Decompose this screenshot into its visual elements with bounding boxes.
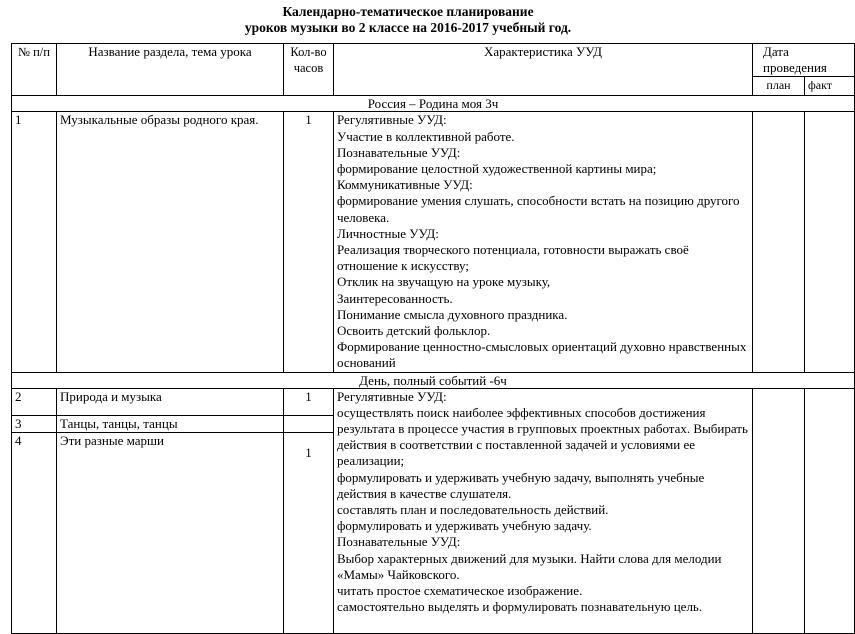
row-hours: 1: [284, 112, 334, 372]
row-num: 3: [12, 415, 57, 432]
uud-line: Понимание смысла духовного праздника.: [337, 306, 568, 322]
row-name: Природа и музыка: [57, 388, 284, 415]
uud-line: читать простое схематическое изображение.: [337, 583, 583, 599]
row-num: 2: [12, 388, 57, 415]
header-date: Дата проведения: [753, 44, 855, 77]
row-name: Музыкальные образы родного края.: [57, 112, 284, 372]
row-num: 4: [12, 432, 57, 633]
header-plan: план: [753, 77, 805, 96]
row-fact: [805, 112, 855, 372]
uud-line: Коммуникативные УУД:: [337, 177, 473, 193]
row-num: 1: [12, 112, 57, 372]
uud-line: Регулятивные УУД:: [337, 388, 447, 404]
document-title: [0, 4, 816, 36]
uud-line: Регулятивные УУД:: [337, 112, 447, 128]
header-name: Название раздела, тема урока: [57, 44, 284, 96]
uud-line: Познавательные УУД:: [337, 144, 461, 160]
section-title: День, полный событий -6ч: [12, 372, 855, 388]
row-hours: [284, 415, 334, 432]
header-uud: Характеристика УУД: [334, 44, 753, 96]
planning-table: [11, 43, 855, 634]
header-fact: факт: [805, 77, 855, 96]
uud-line: Познавательные УУД:: [337, 534, 461, 550]
uud-line: составлять план и последовательность действий.: [337, 502, 609, 518]
row-uud: [334, 112, 753, 372]
section-row: [12, 372, 855, 388]
uud-line: Участие в коллективной работе.: [337, 128, 515, 144]
row-hours: 1: [284, 388, 334, 415]
row-fact: [805, 388, 855, 633]
row-uud: [334, 388, 753, 633]
table-row: [12, 388, 855, 415]
uud-line: формулировать и удерживать учебную задачу.: [337, 518, 592, 534]
uud-line: Формирование ценностно-смысловых ориентаций духовно нравственных оснований: [337, 339, 747, 371]
uud-line: Заинтересованность.: [337, 290, 453, 306]
row-name: Танцы, танцы, танцы: [57, 415, 284, 432]
uud-line: осуществлять поиск наиболее эффективных способов достижения результата в процессе участия в групповых проектных работах. Выбирать действия в соответствии с поставленной задачей и условиями ее реализации;: [337, 404, 748, 469]
section-row: [12, 96, 855, 112]
uud-line: формирование умения слушать, способности встать на позицию другого человека.: [337, 193, 740, 225]
uud-line: самостоятельно выделять и формулировать познавательную цель.: [337, 599, 703, 615]
uud-line: Отклик на звучащую на уроке музыку,: [337, 274, 551, 290]
uud-line: Выбор характерных движений для музыки. Найти слова для мелодии «Мамы» Чайковского.: [337, 550, 722, 582]
row-name: Эти разные марши: [57, 432, 284, 633]
table-row: [12, 112, 855, 372]
header-num: № п/п: [12, 44, 57, 96]
uud-line: формулировать и удерживать учебную задачу, выполнять учебные действия в качестве слушателя.: [337, 469, 705, 501]
header-row: [12, 44, 855, 77]
row-plan: [753, 388, 805, 633]
uud-line: Личностные УУД:: [337, 225, 439, 241]
uud-line: формирование целостной художественной картины мира;: [337, 161, 657, 177]
title-line-1: Календарно-тематическое планирование: [282, 4, 534, 19]
title-line-2: уроков музыки во 2 классе на 2016-2017 учебный год.: [244, 20, 572, 35]
header-hours: Кол-во часов: [284, 44, 334, 96]
row-plan: [753, 112, 805, 372]
uud-line: Освоить детский фольклор.: [337, 323, 491, 339]
section-title: Россия – Родина моя 3ч: [12, 96, 855, 112]
uud-line: Реализация творческого потенциала, готовности выражать своё отношение к искусству;: [337, 242, 689, 274]
row-hours: 1: [284, 432, 334, 633]
